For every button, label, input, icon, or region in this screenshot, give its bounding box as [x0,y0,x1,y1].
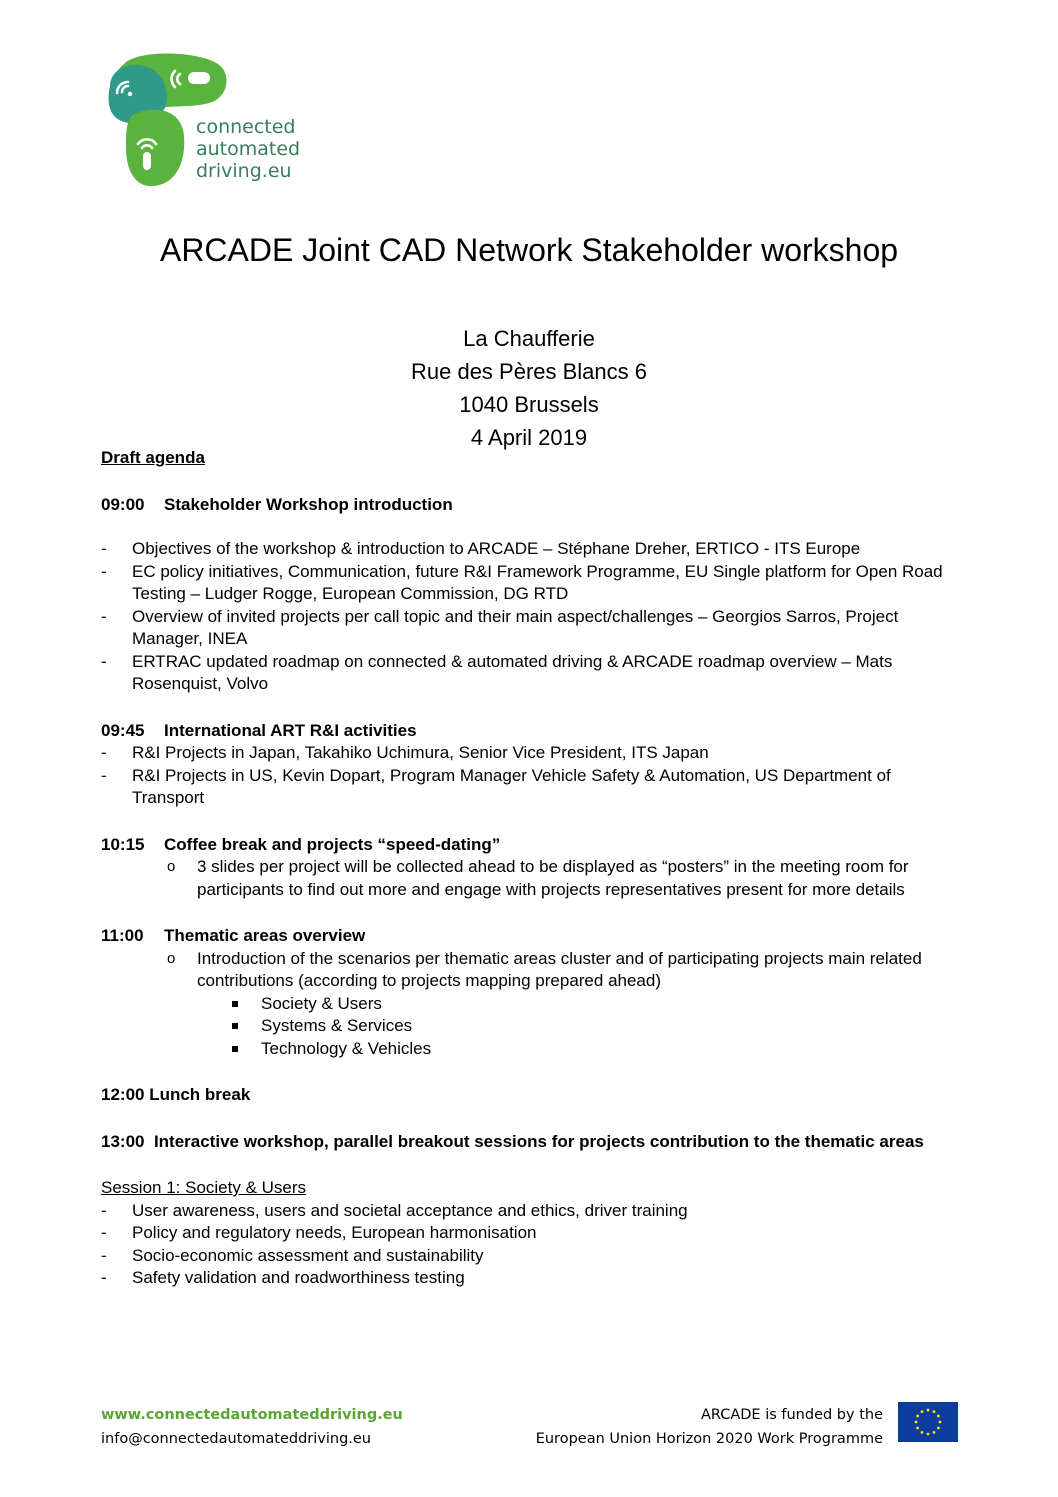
list-item: - Objectives of the workshop & introduction to ARCADE – Stéphane Dreher, ERTICO - ITS Europe [101,538,961,561]
eu-star-icon [927,1433,930,1436]
document-title: ARCADE Joint CAD Network Stakeholder workshop [159,232,899,268]
list-item: - EC policy initiatives, Communication, future R&I Framework Programme, EU Single platform for Open Road Testing – Ludger Rogge, European Commission, DG RTD [101,561,961,606]
website-link[interactable]: www.connectedautomateddriving.eu [101,1407,403,1423]
logo-line-1: connected [196,116,296,138]
session-1-title: Session 1: Society & Users [101,1178,307,1197]
slot-time: 09:00 [101,494,145,514]
slot-1100-list [101,948,961,1061]
list-item: o Introduction of the scenarios per thematic areas cluster and of participating projects main related contributions (according to projects mapping prepared ahead) [101,948,961,993]
eu-star-icon [933,1410,936,1413]
slot-1015-list [101,856,961,901]
slot-0945-list [101,742,961,810]
slot-1015-heading [101,834,961,857]
eu-star-icon [933,1431,936,1434]
slot-time: 09:45 [101,720,145,740]
slot-0900-heading [101,494,961,517]
slot-0945-heading [101,720,961,743]
list-item: - R&I Projects in Japan, Takahiko Uchimura, Senior Vice President, ITS Japan [101,742,961,765]
list-item: - ERTRAC updated roadmap on connected & automated driving & ARCADE roadmap overview – Mats Rosenquist, Volvo [101,651,961,696]
slot-1100-heading [101,925,961,948]
eu-star-icon [921,1410,924,1413]
slot-1300-heading [101,1131,961,1154]
eu-star-icon [937,1427,940,1430]
list-item: - Policy and regulatory needs, European harmonisation [101,1222,961,1245]
sub-list-item: Technology & Vehicles [101,1038,961,1061]
list-item: - R&I Projects in US, Kevin Dopart, Program Manager Vehicle Safety & Automation, US Department of Transport [101,765,961,810]
logo-line-3: driving.eu [196,160,292,182]
venue-street: Rue des Pères Blancs 6 [410,359,648,384]
funding-line-1: ARCADE is funded by the [700,1407,883,1423]
list-item: o 3 slides per project will be collected ahead to be displayed as “posters” in the meeting room for participants to find out more and engage with projects representatives present for more details [101,856,961,901]
eu-star-icon [937,1415,940,1418]
slot-1200-heading: 12:00 Lunch break [101,1085,251,1104]
slot-title: Interactive workshop, parallel breakout sessions for projects contribution to the thematic areas [153,1131,924,1151]
slot-title: International ART R&I activities [164,720,417,740]
eu-star-icon [927,1409,930,1412]
logo-line-2: automated [196,138,301,160]
sub-list-item: Systems & Services [101,1015,961,1038]
slot-time: 11:00 [101,926,144,945]
eu-star-icon [939,1421,942,1424]
venue-city: 1040 Brussels [459,392,599,417]
venue-block [0,322,1058,454]
list-item: - Socio-economic assessment and sustainability [101,1245,961,1268]
agenda-heading: Draft agenda [101,448,205,467]
slot-time: 10:15 [101,834,145,854]
list-item: - Safety validation and roadworthiness testing [101,1267,961,1290]
logo-wordmark [196,116,300,182]
sub-list-item: Society & Users [101,993,961,1016]
slot-title: Thematic areas overview [164,926,366,945]
email-link[interactable]: info@connectedautomateddriving.eu [101,1431,371,1447]
eu-flag-icon [898,1402,958,1442]
venue-name: La Chaufferie [463,326,595,351]
slot-0900-list [101,538,961,696]
session-1-list [101,1200,961,1290]
footer-contact [101,1403,403,1451]
footer-funding [536,1403,883,1451]
slot-time: 13:00 [101,1131,145,1151]
funding-line-2: European Union Horizon 2020 Work Programme [535,1431,883,1447]
eu-star-icon [915,1421,918,1424]
slot-title: Stakeholder Workshop introduction [164,494,453,514]
eu-star-icon [921,1431,924,1434]
agenda-body [101,447,961,1290]
eu-star-icon [916,1415,919,1418]
list-item: - User awareness, users and societal acceptance and ethics, driver training [101,1200,961,1223]
eu-star-icon [916,1427,919,1430]
event-date: 4 April 2019 [470,425,588,450]
list-item: - Overview of invited projects per call topic and their main aspect/challenges – Georgios Sarros, Project Manager, INEA [101,606,961,651]
slot-title: Coffee break and projects “speed-dating” [164,834,501,854]
